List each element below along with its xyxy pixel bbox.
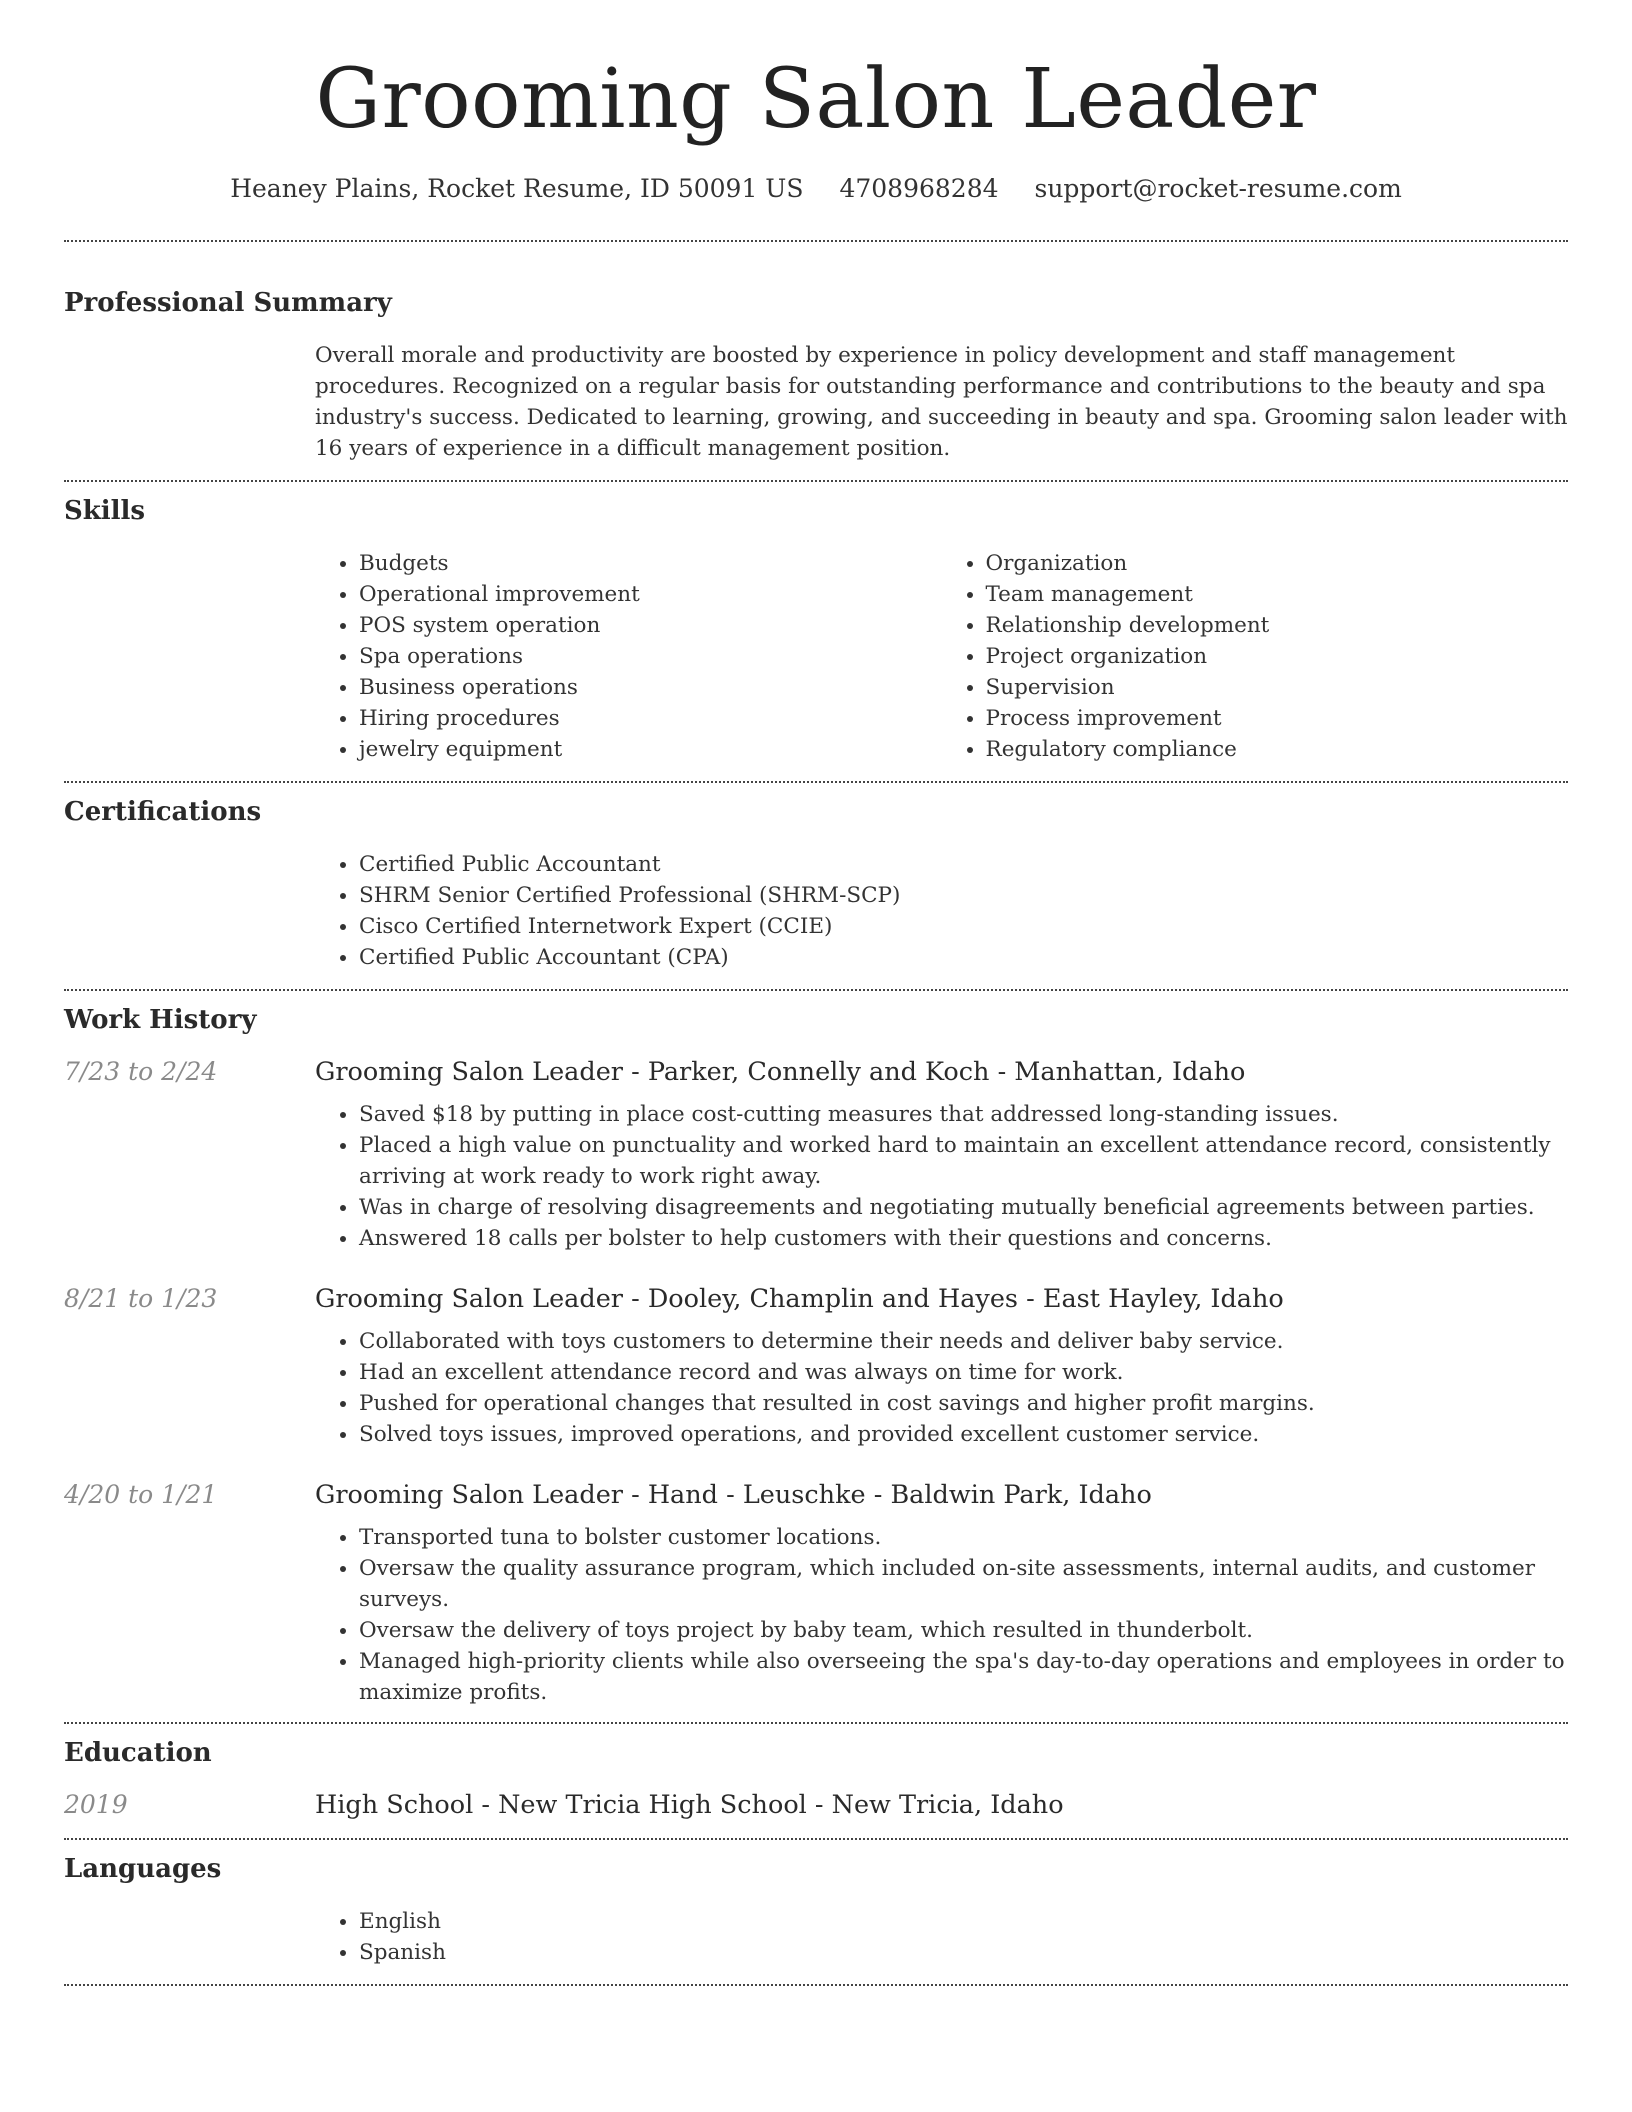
- section-title: Work History: [64, 1005, 257, 1035]
- list-item: • Hiring procedures: [359, 703, 942, 734]
- contact-address: Heaney Plains, Rocket Resume, ID 50091 US: [230, 174, 804, 203]
- skills-column-right: [942, 548, 1569, 765]
- list-item: • Business operations: [359, 672, 942, 703]
- list-item: • Spanish: [359, 1937, 1568, 1968]
- skills-section: [64, 482, 1568, 765]
- list-item: • POS system operation: [359, 610, 942, 641]
- list-item: • Solved toys issues, improved operations, and provided excellent customer service.: [359, 1419, 1568, 1450]
- job-heading: Grooming Salon Leader - Dooley, Champlin and Hayes - East Hayley, Idaho: [315, 1284, 1284, 1314]
- list-item: • Team management: [986, 579, 1569, 610]
- list-item: • jewelry equipment: [359, 734, 942, 765]
- education-year: 2019: [64, 1790, 128, 1819]
- contact-phone: 4708968284: [839, 174, 999, 203]
- job-dates: 7/23 to 2/24: [64, 1057, 218, 1086]
- job-dates: 4/20 to 1/21: [64, 1480, 218, 1509]
- list-item: • Organization: [986, 548, 1569, 579]
- list-item: • Managed high-priority clients while also overseeing the spa's day-to-day operations and employees in order to maximize profits.: [359, 1646, 1568, 1708]
- job-heading: Grooming Salon Leader - Hand - Leuschke - Baldwin Park, Idaho: [315, 1480, 1152, 1510]
- contact-email: support@rocket-resume.com: [1034, 174, 1402, 203]
- languages-list: [315, 1906, 1568, 1968]
- list-item: • Collaborated with toys customers to determine their needs and deliver baby service.: [359, 1326, 1568, 1357]
- job-entry: [64, 1057, 1568, 1254]
- list-item: • Process improvement: [986, 703, 1569, 734]
- job-entry: [64, 1480, 1568, 1708]
- work-history-section: [64, 991, 1568, 1722]
- job-entry: [64, 1284, 1568, 1450]
- list-item: • Spa operations: [359, 641, 942, 672]
- list-item: • Regulatory compliance: [986, 734, 1569, 765]
- section-title: Languages: [64, 1854, 222, 1884]
- job-dates: 8/21 to 1/23: [64, 1284, 218, 1313]
- list-item: • SHRM Senior Certified Professional (SHRM-SCP): [359, 880, 1568, 911]
- list-item: • Supervision: [986, 672, 1569, 703]
- skills-column-left: [315, 548, 942, 765]
- list-item: • Project organization: [986, 641, 1569, 672]
- job-heading: Grooming Salon Leader - Parker, Connelly and Koch - Manhattan, Idaho: [315, 1057, 1246, 1087]
- list-item: • Pushed for operational changes that resulted in cost savings and higher profit margins.: [359, 1388, 1568, 1419]
- section-divider: [64, 1984, 1568, 1986]
- list-item: • Had an excellent attendance record and was always on time for work.: [359, 1357, 1568, 1388]
- section-title: Professional Summary: [64, 288, 392, 318]
- list-item: • Placed a high value on punctuality and worked hard to maintain an excellent attendance record, consistently arriving at work ready to work right away.: [359, 1130, 1568, 1192]
- section-title: Education: [64, 1738, 212, 1768]
- list-item: • Answered 18 calls per bolster to help customers with their questions and concerns.: [359, 1223, 1568, 1254]
- job-bullets: [315, 1326, 1568, 1450]
- summary-text: Overall morale and productivity are boosted by experience in policy development and staff management procedures. Recognized on a regular basis for outstanding performance and contributions to the beauty and spa industry's success. Dedicated to learning, growing, and succeeding in beauty and spa. Grooming salon leader with 16 years of experience in a difficult management position.: [315, 343, 1568, 461]
- list-item: • Certified Public Accountant: [359, 849, 1568, 880]
- certifications-list: [315, 849, 1568, 973]
- list-item: • Relationship development: [986, 610, 1569, 641]
- section-title: Certifications: [64, 797, 262, 827]
- list-item: • Oversaw the delivery of toys project by baby team, which resulted in thunderbolt.: [359, 1615, 1568, 1646]
- list-item: • Budgets: [359, 548, 942, 579]
- education-heading: High School - New Tricia High School - New Tricia, Idaho: [315, 1790, 1064, 1820]
- resume-name: Grooming Salon Leader: [315, 52, 1317, 147]
- list-item: • Operational improvement: [359, 579, 942, 610]
- list-item: • Saved $18 by putting in place cost-cutting measures that addressed long-standing issues.: [359, 1099, 1568, 1130]
- section-title: Skills: [64, 496, 146, 526]
- contact-info: [64, 172, 1568, 206]
- job-bullets: [315, 1099, 1568, 1254]
- languages-section: [64, 1840, 1568, 1968]
- resume-page: [64, 0, 1568, 1986]
- summary-section: [64, 242, 1568, 464]
- certifications-section: [64, 783, 1568, 973]
- list-item: • Oversaw the quality assurance program, which included on-site assessments, internal audits, and customer surveys.: [359, 1553, 1568, 1615]
- list-item: • Cisco Certified Internetwork Expert (CCIE): [359, 911, 1568, 942]
- list-item: • Certified Public Accountant (CPA): [359, 942, 1568, 973]
- skills-list: [315, 548, 1568, 765]
- job-bullets: [315, 1522, 1568, 1708]
- list-item: • English: [359, 1906, 1568, 1937]
- education-section: [64, 1724, 1568, 1838]
- list-item: • Was in charge of resolving disagreements and negotiating mutually beneficial agreements between parties.: [359, 1192, 1568, 1223]
- list-item: • Transported tuna to bolster customer locations.: [359, 1522, 1568, 1553]
